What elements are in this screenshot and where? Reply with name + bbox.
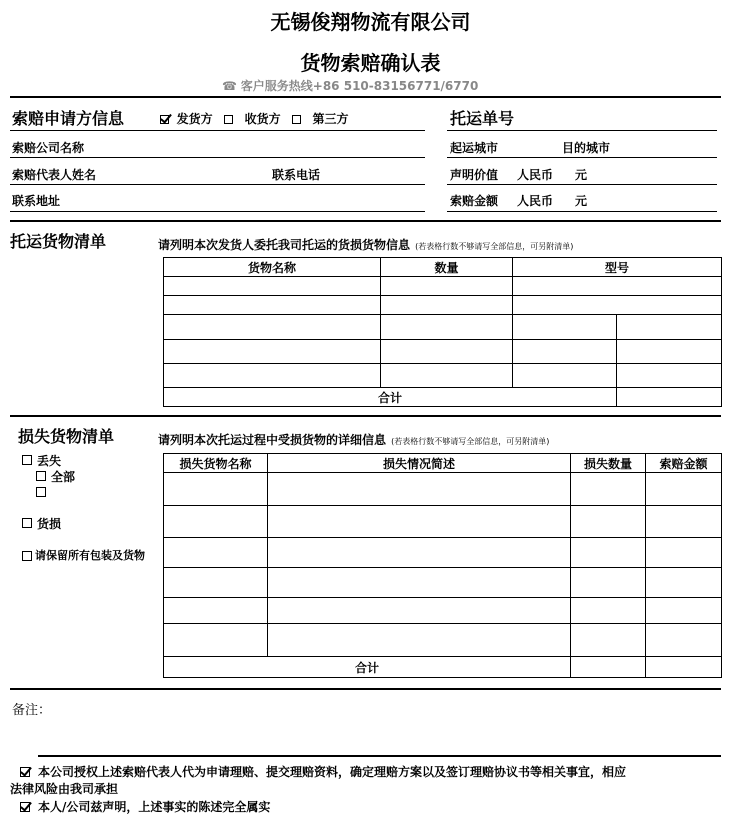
table-row[interactable] (164, 473, 722, 506)
city-field[interactable] (447, 157, 717, 158)
waybill-field[interactable] (447, 130, 717, 131)
authorize-text-line2: 法律风险由我司承担 (10, 782, 119, 796)
claim-unit: 元 (575, 194, 588, 208)
dest-city-label: 目的城市 (562, 141, 611, 155)
goods-list-heading: 托运货物清单 (10, 232, 107, 251)
claim-currency: 人民币 (517, 194, 554, 208)
damaged-label: 货损 (37, 517, 62, 531)
section-divider (10, 220, 721, 222)
divider (10, 130, 425, 131)
truth-checkbox[interactable] (20, 802, 30, 812)
address-field[interactable] (10, 211, 425, 212)
rep-name-label: 索赔代表人姓名 (12, 168, 97, 182)
loss-table (163, 453, 722, 678)
authorize-text: 本公司授权上述索赔代表人代为申请理赔、提交理赔资料，确定理赔方案以及签订理赔协议书等相关事宜，相应 (38, 765, 627, 779)
lost-all-checkbox[interactable] (36, 471, 46, 481)
goods-total-row (164, 388, 722, 407)
company-name-field[interactable] (10, 157, 425, 158)
hotline-text: 客户服务热线+86 510-83156771/6770 (240, 79, 479, 93)
goods-list-instruction: 请列明本次发货人委托我司托运的货损货物信息 (若表格行数不够请写全部信息，可另附清单) (158, 238, 574, 252)
remarks-divider (38, 755, 721, 757)
company-name-label: 索赔公司名称 (12, 141, 85, 155)
col-loss-goods-name: 损失货物名称 (164, 454, 268, 473)
table-row[interactable] (164, 364, 722, 388)
shipper-checkbox[interactable] (160, 115, 169, 124)
authorize-checkbox[interactable] (20, 767, 30, 777)
table-row[interactable] (164, 277, 722, 296)
col-model: 型号 (513, 258, 722, 277)
table-row[interactable] (164, 315, 722, 340)
lost-all-label: 全部 (51, 470, 76, 484)
phone-label: 联系电话 (272, 168, 321, 182)
rep-name-field[interactable] (10, 184, 425, 185)
table-row[interactable] (164, 506, 722, 538)
damaged-checkbox[interactable] (22, 518, 32, 528)
remarks-field[interactable] (60, 699, 710, 749)
option-shipper[interactable]: 发货方 (160, 112, 213, 126)
col-loss-description: 损失情况简述 (268, 454, 571, 473)
truth-text: 本人/公司兹声明，上述事实的陈述完全属实 (38, 800, 271, 814)
header-divider (10, 96, 721, 98)
declared-currency: 人民币 (517, 168, 554, 182)
goods-header-row (164, 258, 722, 277)
col-goods-name: 货物名称 (164, 258, 381, 277)
option-third-party[interactable]: 第三方 (292, 112, 348, 126)
option-consignee[interactable]: 收货方 (224, 112, 280, 126)
col-claim-amount: 索赔金额 (646, 454, 722, 473)
claim-amount-field[interactable] (447, 211, 717, 212)
hotline (222, 77, 478, 94)
declared-value-field[interactable] (447, 184, 717, 185)
loss-total-quantity[interactable] (571, 657, 646, 678)
origin-city-label: 起运城市 (450, 141, 499, 155)
keep-packaging-label: 请保留所有包装及货物 (35, 549, 145, 562)
form-title: 货物索赔确认表 (300, 51, 441, 75)
table-row[interactable] (164, 296, 722, 315)
claim-amount-label: 索赔金额 (450, 194, 499, 208)
third-party-checkbox[interactable] (292, 115, 301, 124)
goods-total-label: 合计 (164, 388, 617, 407)
table-row[interactable] (164, 568, 722, 598)
remarks-label: 备注： (12, 703, 52, 718)
claimant-heading: 索赔申请方信息 (12, 109, 125, 128)
loss-list-instruction: 请列明本次托运过程中受损货物的详细信息 (若表格行数不够请写全部信息，可另附清单) (158, 433, 550, 447)
address-label: 联系地址 (12, 194, 61, 208)
loss-total-label: 合计 (164, 657, 571, 678)
col-loss-quantity: 损失数量 (571, 454, 646, 473)
goods-table (163, 257, 722, 407)
declared-unit: 元 (575, 168, 588, 182)
declared-value-label: 声明价值 (450, 168, 499, 182)
loss-list-heading: 损失货物清单 (18, 427, 115, 446)
goods-total-value[interactable] (617, 388, 722, 407)
table-row[interactable] (164, 598, 722, 624)
lost-partial-checkbox[interactable] (36, 487, 46, 497)
loss-header-row (164, 454, 722, 473)
lost-label: 丢失 (37, 454, 62, 468)
table-row[interactable] (164, 624, 722, 657)
phone-icon: ☎ (222, 79, 237, 93)
loss-total-row (164, 657, 722, 678)
company-name: 无锡俊翔物流有限公司 (270, 10, 471, 34)
col-quantity: 数量 (381, 258, 513, 277)
section-divider (10, 415, 721, 417)
waybill-heading: 托运单号 (450, 109, 515, 128)
lost-checkbox[interactable] (22, 455, 32, 465)
claimant-type-options (160, 110, 349, 127)
table-row[interactable] (164, 340, 722, 364)
loss-total-amount[interactable] (646, 657, 722, 678)
table-row[interactable] (164, 538, 722, 568)
section-divider (10, 688, 721, 690)
consignee-checkbox[interactable] (224, 115, 233, 124)
keep-packaging-checkbox[interactable] (22, 551, 32, 561)
